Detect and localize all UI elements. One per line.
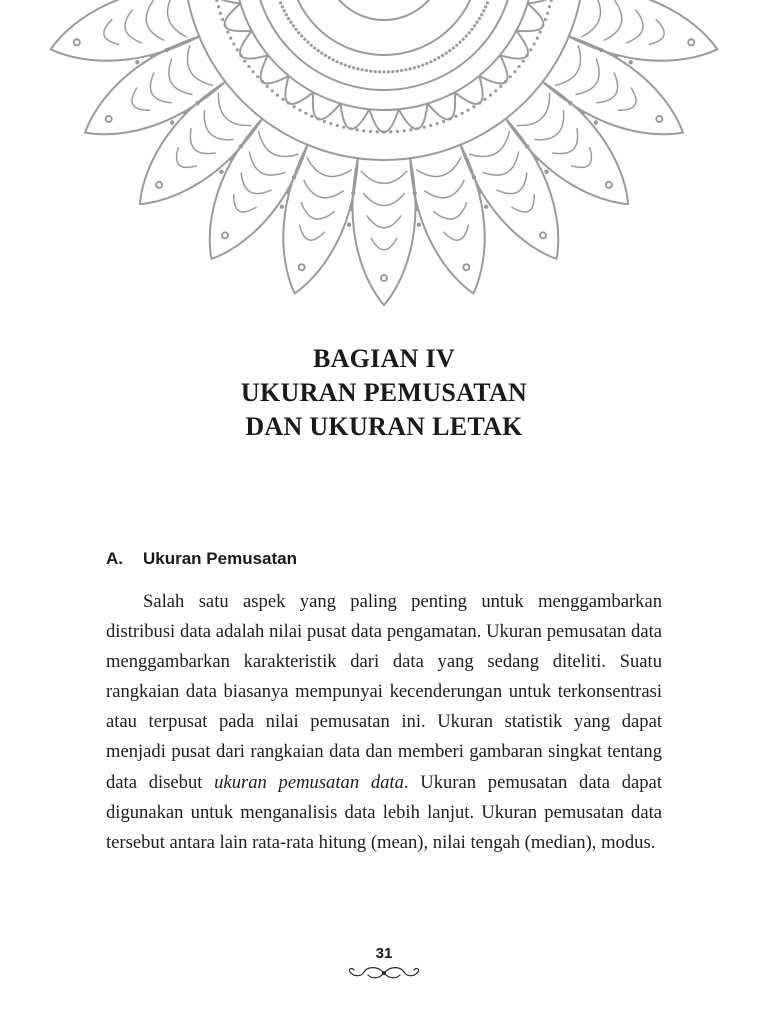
chapter-title (0, 342, 768, 444)
section-heading-text: Ukuran Pemusatan (143, 549, 297, 568)
paragraph-text-end: . Ukuran pemusatan data dapat digunakan untuk menganalisis data lebih lanjut. Ukuran pemusatan data tersebut antara lain rata-rata hitung (mean), nilai tengah (median), modus. (106, 771, 662, 853)
flourish-ornament-icon (344, 964, 424, 982)
paragraph-italic-term: ukuran pemusatan data (214, 771, 404, 793)
chapter-title-line-3: DAN UKURAN LETAK (245, 412, 523, 441)
chapter-title-line-2: UKURAN PEMUSATAN (240, 378, 528, 407)
chapter-title-line-1: BAGIAN IV (312, 344, 456, 373)
page-number: 31 (375, 945, 393, 962)
paragraph-text-start: Salah satu aspek yang paling penting untuk menggambarkan distribusi data adalah nilai pusat data pengamatan. Ukuran pemusatan data menggambarkan karakteristik dari data yang sedang diteliti. Suatu rangkaian data biasanya mempunyai kecenderungan untuk terkonsentrasi atau terpusat pada nilai pemusatan ini. Ukuran statistik yang dapat menjadi pusat dari rangkaian data dan memberi gambaran singkat tentang data disebut (106, 591, 662, 793)
body-paragraph (106, 587, 662, 858)
section-heading (106, 547, 297, 571)
mandala-ornament-icon (0, 0, 768, 310)
section-letter: A. (106, 549, 123, 568)
